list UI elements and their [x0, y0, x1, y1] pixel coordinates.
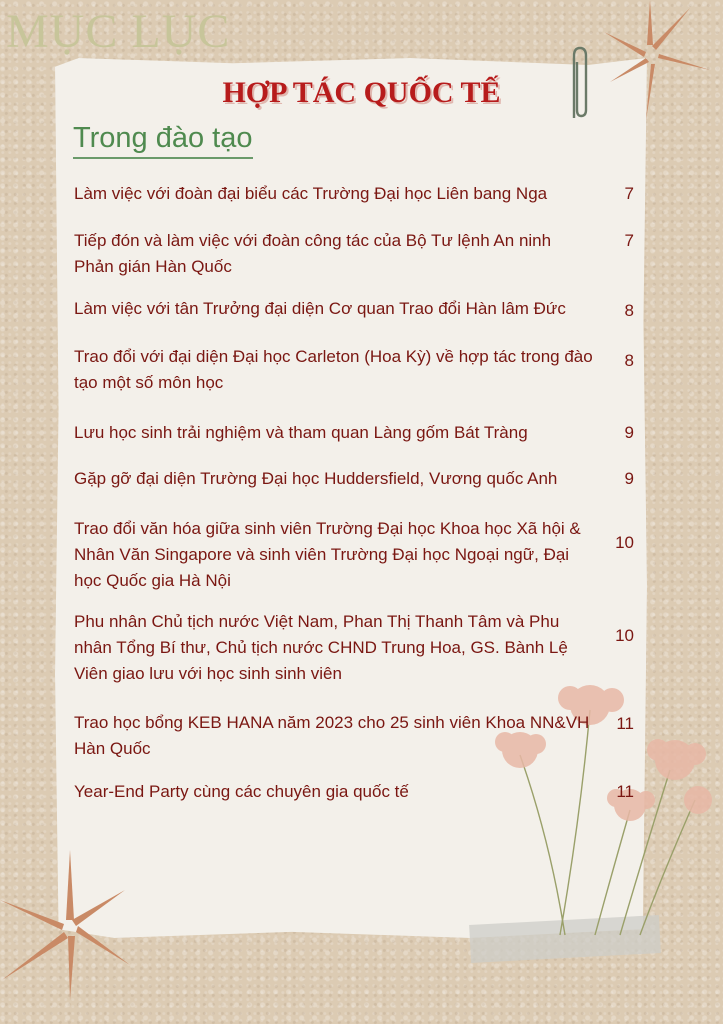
toc-entry-page: 9 [624, 423, 634, 442]
toc-entry-title: Lưu học sinh trải nghiệm và tham quan Làng gốm Bát Tràng [74, 423, 528, 442]
toc-entry-page: 8 [624, 301, 634, 320]
toc-entry-title: Trao đổi với đại diện Đại học Carleton (Hoa Kỳ) về hợp tác trong đào tạo một số môn học [74, 347, 593, 392]
toc-entry-page: 10 [615, 626, 634, 645]
toc-entry-title: Làm việc với tân Trưởng đại diện Cơ quan Trao đổi Hàn lâm Đức [74, 299, 566, 318]
page-title: MỤC LỤC [6, 5, 231, 58]
toc-entry-title: Phu nhân Chủ tịch nước Việt Nam, Phan Thị Thanh Tâm và Phu nhân Tổng Bí thư, Chủ tịch nước CHND Trung Hoa, GS. Bành Lệ Viên giao lưu với học sinh sinh viên [74, 612, 568, 683]
toc-entry[interactable] [74, 609, 634, 687]
toc-entry-page: 11 [616, 714, 634, 733]
toc-entry-title: Year-End Party cùng các chuyên gia quốc tế [74, 782, 409, 801]
toc-entry[interactable] [74, 344, 634, 396]
subsection-heading: Trong đào tạo [73, 122, 253, 159]
toc-entry[interactable] [74, 420, 634, 446]
toc-entry[interactable] [74, 228, 634, 280]
toc-entry[interactable] [74, 296, 634, 322]
toc-entry-title: Gặp gỡ đại diện Trường Đại học Huddersfield, Vương quốc Anh [74, 469, 558, 488]
toc-entry[interactable] [74, 516, 634, 594]
toc-entry-page: 9 [624, 469, 634, 488]
starburst-icon [0, 850, 130, 1000]
toc-entry-page: 10 [615, 533, 634, 552]
toc-entry-title: Trao học bổng KEB HANA năm 2023 cho 25 sinh viên Khoa NN&VH Hàn Quốc [74, 713, 590, 758]
toc-entry-page: 8 [624, 351, 634, 370]
toc-entry[interactable] [74, 466, 634, 492]
toc-entry[interactable] [74, 779, 634, 805]
toc-entry-page: 7 [624, 184, 634, 203]
toc-entry[interactable] [74, 710, 634, 762]
toc-entry-title: Trao đổi văn hóa giữa sinh viên Trường Đại học Khoa học Xã hội & Nhân Văn Singapore và sinh viên Trường Đại học Ngoại ngữ, Đại học Quốc gia Hà Nội [74, 519, 581, 590]
toc-entry-title: Tiếp đón và làm việc với đoàn công tác của Bộ Tư lệnh An ninh Phản gián Hàn Quốc [74, 231, 552, 276]
toc-entry-page: 7 [624, 231, 634, 250]
toc-entry[interactable] [74, 181, 634, 207]
toc-entry-title: Làm việc với đoàn đại biểu các Trường Đại học Liên bang Nga [74, 184, 548, 203]
toc-entry-page: 11 [616, 782, 634, 801]
section-heading: HỢP TÁC QUỐC TẾ [222, 76, 501, 109]
